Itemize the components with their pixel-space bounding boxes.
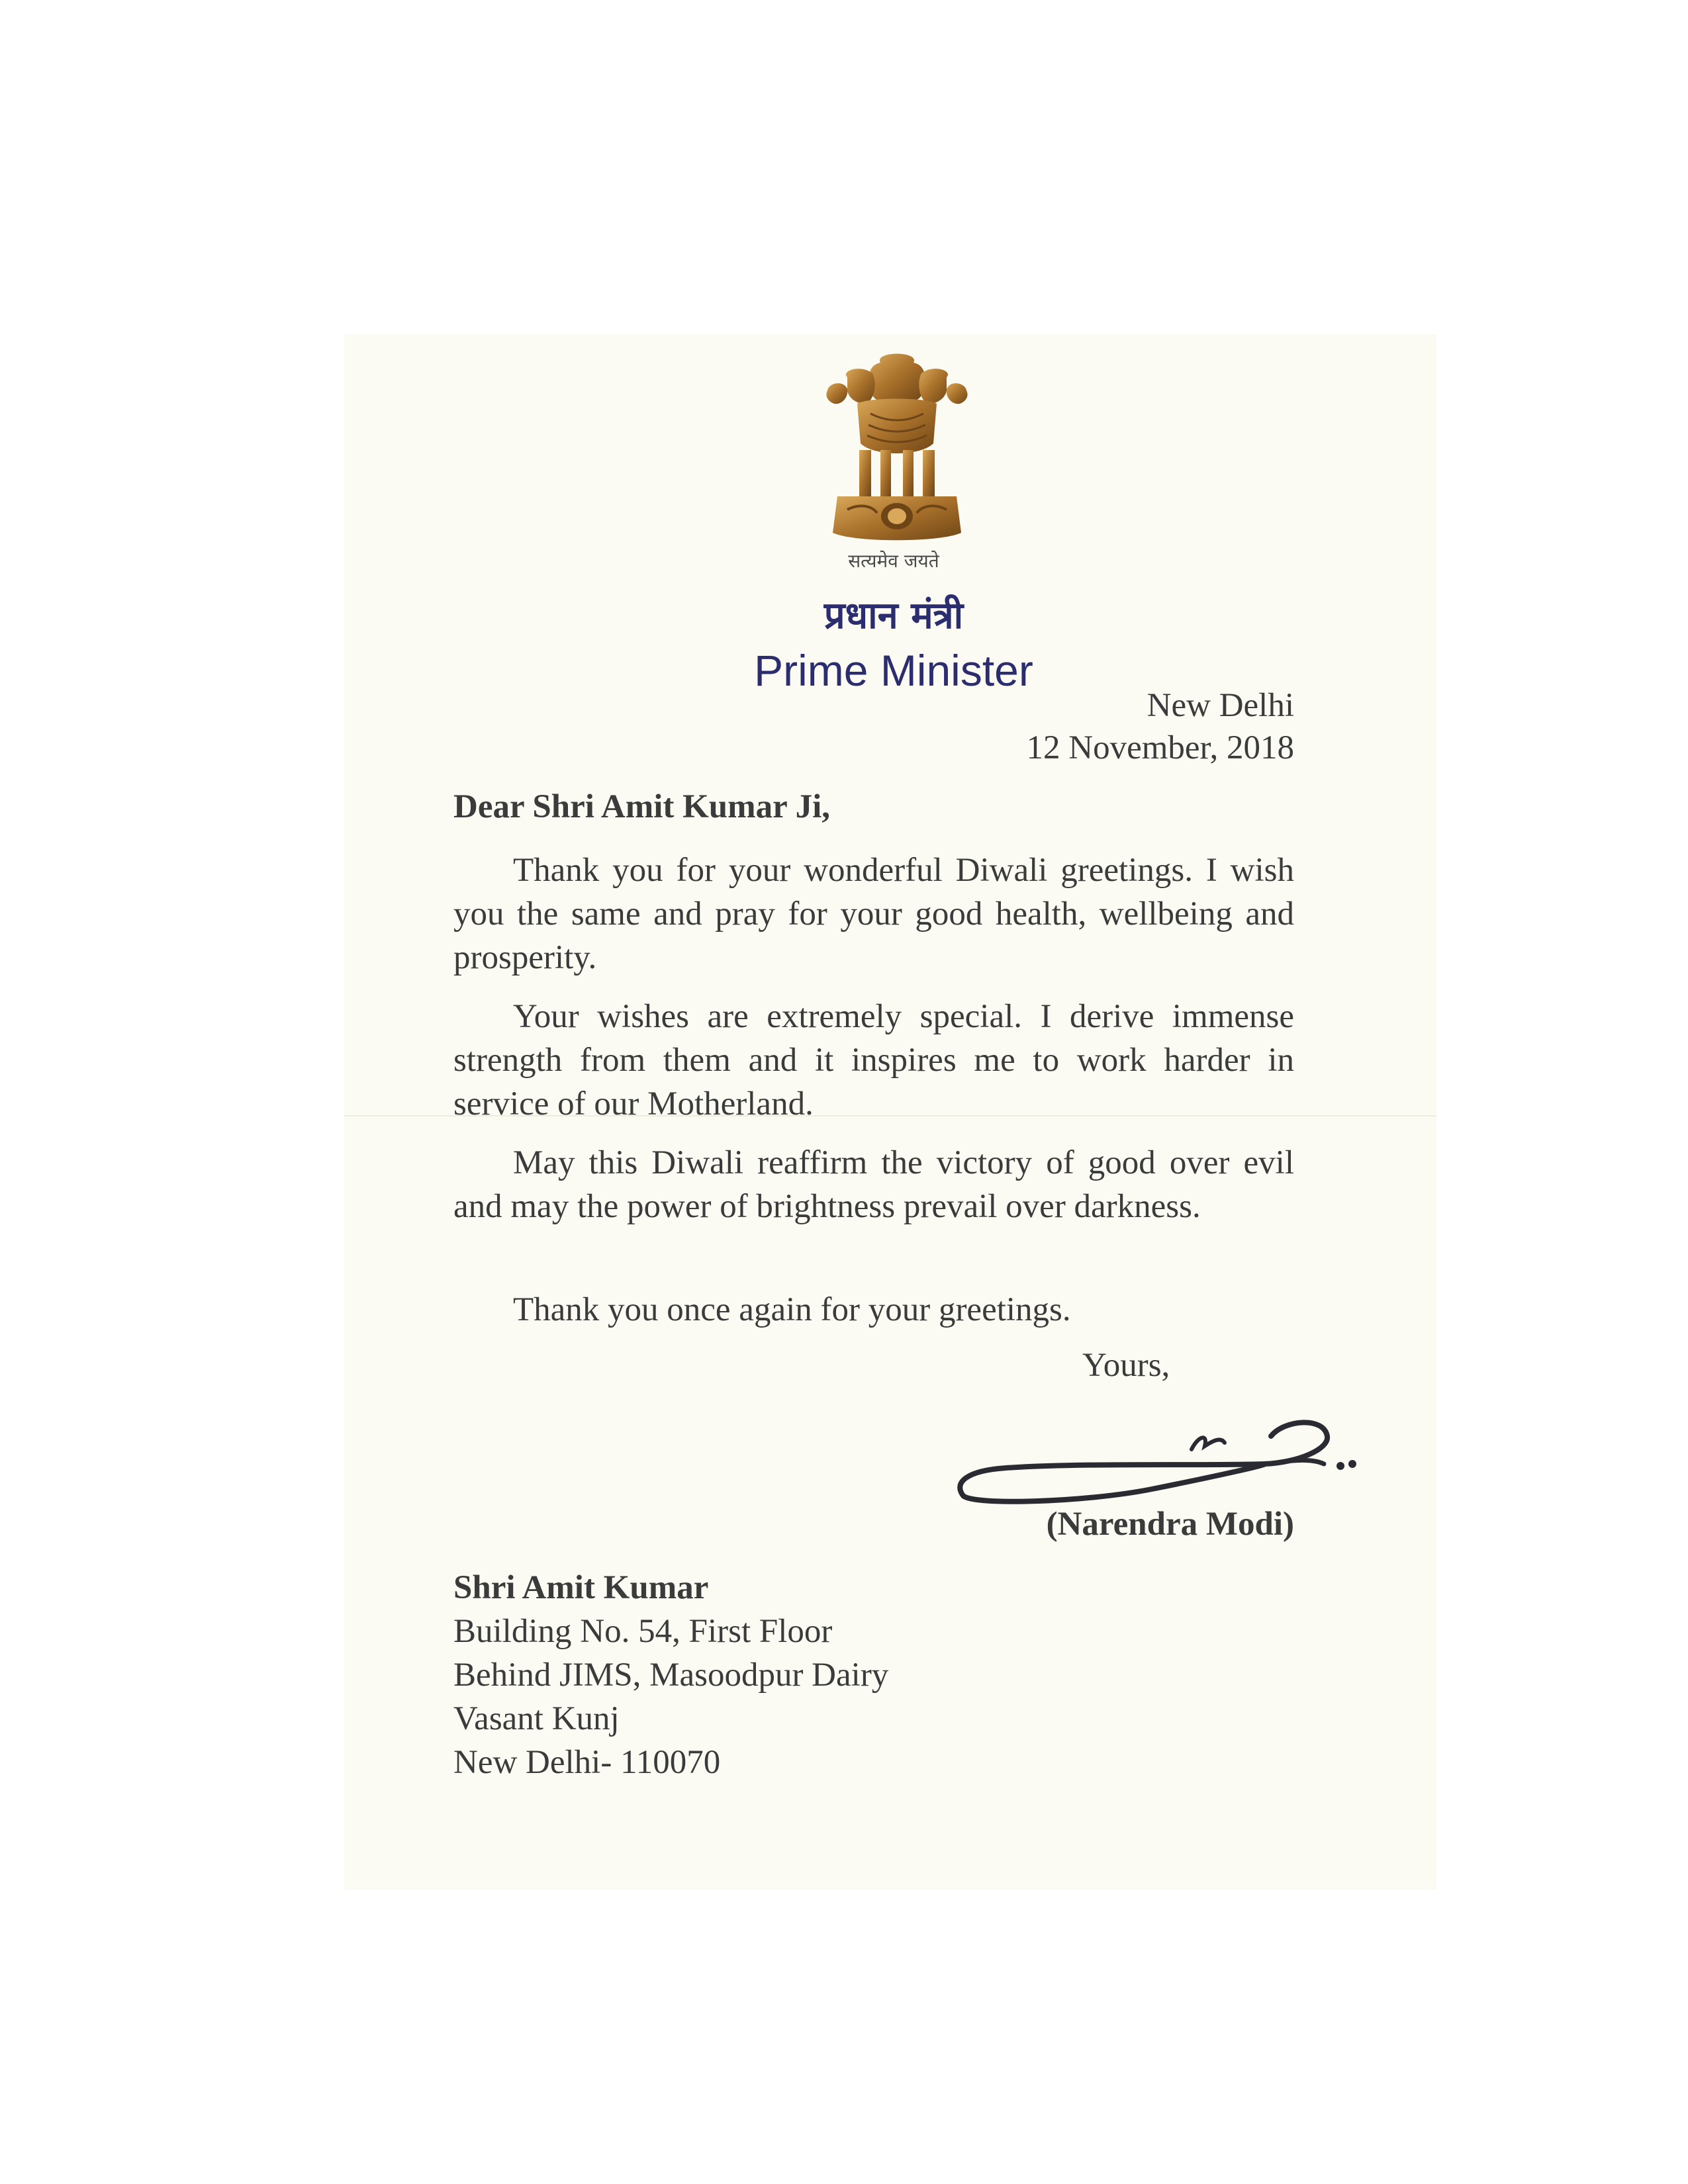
title-hindi: प्रधान मंत्री: [823, 594, 964, 637]
letter-place: New Delhi: [1147, 687, 1294, 724]
recipient-name: Shri Amit Kumar: [453, 1569, 709, 1606]
state-emblem-icon: [821, 351, 973, 556]
body-paragraph-2: Your wishes are extremely special. I derive immense strength from them and it inspires me to work harder in service of our Motherland.: [453, 998, 1294, 1122]
salutation: Dear Shri Amit Kumar Ji,: [453, 788, 831, 825]
emblem-motto: सत्यमेव जयते: [848, 550, 939, 572]
recipient-address: [453, 1566, 888, 1784]
address-line: New Delhi- 110070: [453, 1744, 721, 1781]
body-paragraph-4: Thank you once again for your greetings.: [513, 1291, 1071, 1328]
body-paragraph-3: May this Diwali reaffirm the victory of good over evil and may the power of brightness prevail over darkness.: [453, 1144, 1294, 1225]
address-line: Building No. 54, First Floor: [453, 1613, 833, 1650]
address-line: Vasant Kunj: [453, 1700, 620, 1737]
address-line: Behind JIMS, Masoodpur Dairy: [453, 1657, 889, 1694]
letter-date: 12 November, 2018: [1026, 729, 1294, 766]
body-paragraph-1: Thank you for your wonderful Diwali greetings. I wish you the same and pray for your good health, wellbeing and prosperity.: [453, 852, 1294, 976]
signer-name: (Narendra Modi): [1046, 1506, 1294, 1543]
signature: [953, 1390, 1364, 1509]
closing: Yours,: [1082, 1347, 1170, 1384]
title-english: Prime Minister: [754, 646, 1033, 695]
